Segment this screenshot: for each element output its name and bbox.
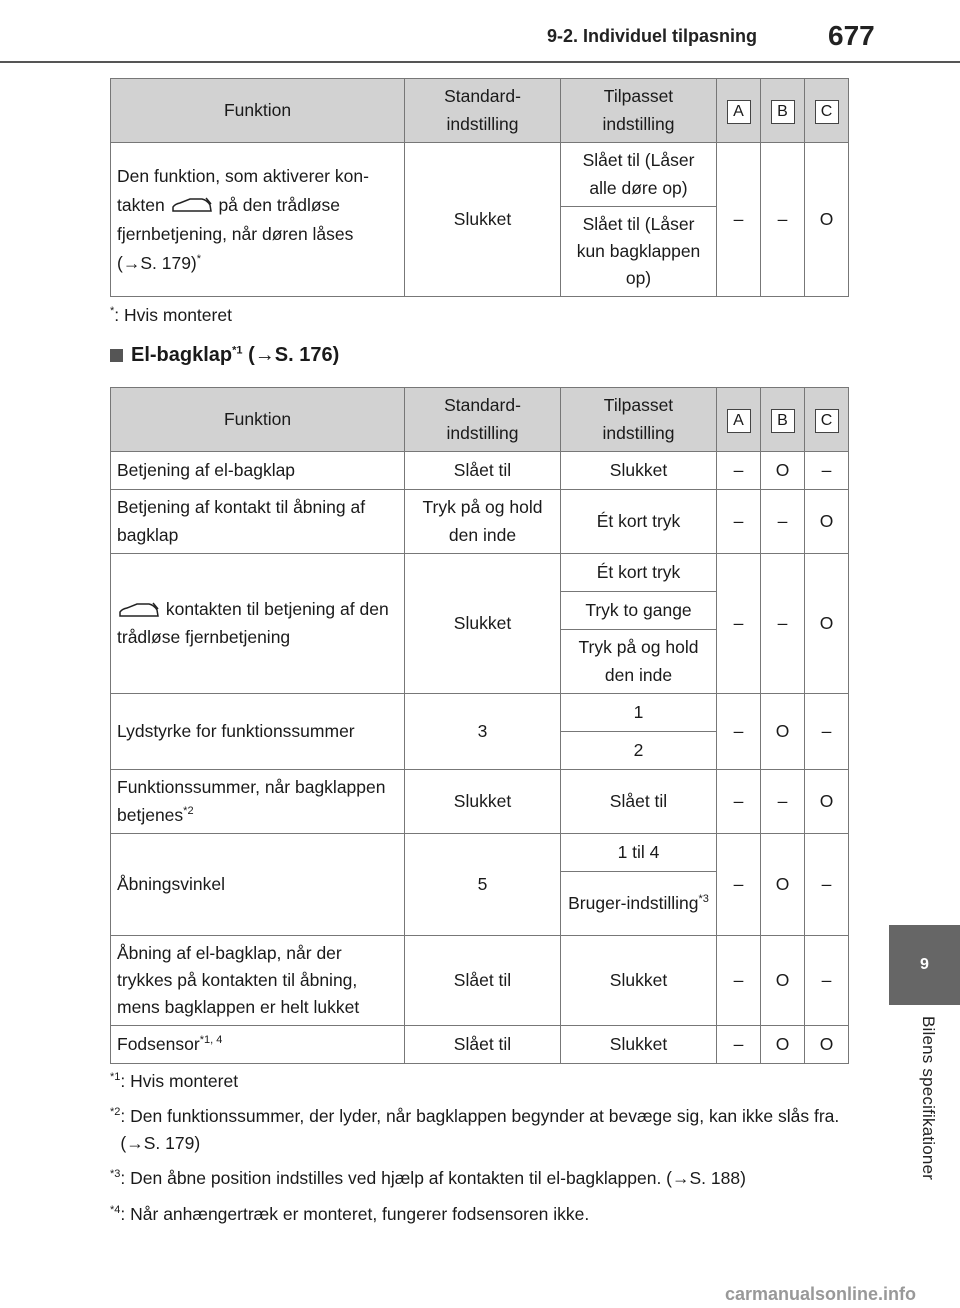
footnote-mark-wrap: [110, 1103, 120, 1157]
standard-cell: Slukket: [405, 143, 561, 297]
option-cell: 1 til 4: [561, 834, 717, 872]
table-row: [111, 694, 849, 732]
car-back-door-icon: [170, 196, 214, 216]
header-divider: [0, 61, 960, 63]
b-cell: –: [761, 490, 805, 554]
b-cell: O: [761, 694, 805, 770]
funktion-sup: *2: [183, 804, 194, 817]
a-cell: –: [717, 554, 761, 694]
header-b: [761, 388, 805, 452]
table-row: [111, 143, 849, 207]
header-c: [805, 388, 849, 452]
footnote-item: [110, 1068, 850, 1095]
footnote-mark: *1: [110, 1071, 121, 1084]
footnote-mark: *3: [110, 1168, 121, 1181]
funktion-sup: *: [196, 252, 202, 265]
c-cell: O: [805, 770, 849, 834]
section-title: El-bagklap: [131, 344, 233, 366]
section-title-wrap: [131, 344, 339, 367]
funktion-cell: Lydstyrke for funktionssummer: [111, 694, 405, 770]
header-a: [717, 388, 761, 452]
table-row: [111, 554, 849, 592]
footnotes: [110, 1068, 850, 1236]
footnote-text: : Den funktionssummer, der lyder, når bagklappen begynder at bevæge sig, kan ikke slås fra. (→S. 179): [120, 1106, 840, 1154]
footnote-text: : Den åbne position indstilles ved hjælp af kontakten til el-bagklappen. (→S. 188): [120, 1168, 746, 1189]
a-cell: –: [717, 770, 761, 834]
tilpasset-cell: Slået til: [561, 770, 717, 834]
chapter-tab[interactable]: 9: [889, 925, 960, 1005]
header-a-box: A: [727, 409, 751, 433]
c-cell: –: [805, 936, 849, 1026]
c-cell: O: [805, 554, 849, 694]
b-cell: O: [761, 452, 805, 490]
option-cell: Ét kort tryk: [561, 554, 717, 592]
footnote-item: [110, 1201, 850, 1228]
option-sup: *3: [698, 893, 709, 906]
standard-cell: Slukket: [405, 554, 561, 694]
header-funktion: Funktion: [111, 388, 405, 452]
table-row: [111, 770, 849, 834]
c-cell: O: [805, 1026, 849, 1064]
section-title-sup: *1: [232, 344, 243, 357]
footnote-mark-wrap: [110, 1201, 120, 1228]
chapter-title: Bilens specifikationer: [919, 1016, 938, 1181]
table-row: [111, 1026, 849, 1064]
table-row: [111, 490, 849, 554]
footnote-mark-wrap: [110, 1165, 120, 1192]
b-cell: O: [761, 1026, 805, 1064]
table-row: [111, 452, 849, 490]
funktion-cell: Betjening af el-bagklap: [111, 452, 405, 490]
header-tilpasset: Tilpasset indstilling: [561, 79, 717, 143]
funktion-ref: (→S. 179): [117, 252, 197, 273]
option-cell: 1: [561, 694, 717, 732]
footnote-text: : Hvis monteret: [114, 305, 232, 325]
square-bullet-icon: [110, 349, 123, 362]
section-heading: [110, 344, 339, 367]
a-cell: –: [717, 936, 761, 1026]
section-ref: (→S. 176): [248, 344, 340, 366]
table-row: [111, 834, 849, 872]
b-cell: –: [761, 143, 805, 297]
tilpasset-cell: Ét kort tryk: [561, 490, 717, 554]
header-b: [761, 79, 805, 143]
funktion-text-part2: på den trådløse fjernbetjening, når døren låses: [117, 194, 354, 244]
option-cell: Tryk på og hold den inde: [561, 630, 717, 694]
c-cell: –: [805, 452, 849, 490]
header-b-box: B: [771, 409, 795, 433]
funktion-cell: [111, 1026, 405, 1064]
settings-table-door: [110, 78, 849, 297]
a-cell: –: [717, 834, 761, 936]
standard-cell: Slået til: [405, 936, 561, 1026]
funktion-cell: [111, 554, 405, 694]
section-header: 9-2. Individuel tilpasning: [547, 26, 758, 46]
funktion-cell: Åbning af el-bagklap, når der trykkes på kontakten til åbning, mens bagklappen er helt lukket: [111, 936, 405, 1026]
header-standard: Standard-indstilling: [405, 388, 561, 452]
standard-cell: Slået til: [405, 452, 561, 490]
header-standard: Standard-indstilling: [405, 79, 561, 143]
funktion-text-part1: Den funktion, som aktiverer kon-takten: [117, 165, 369, 215]
c-cell: O: [805, 143, 849, 297]
a-cell: –: [717, 1026, 761, 1064]
c-cell: –: [805, 694, 849, 770]
c-cell: O: [805, 490, 849, 554]
tilpasset-cell: Slukket: [561, 1026, 717, 1064]
option-cell: 2: [561, 732, 717, 770]
option-cell: Tryk to gange: [561, 592, 717, 630]
table1-footnote: [110, 305, 232, 326]
c-cell: –: [805, 834, 849, 936]
page-number: 677: [828, 20, 875, 51]
settings-table-tailgate: [110, 387, 849, 1064]
funktion-cell: Betjening af kontakt til åbning af bagklap: [111, 490, 405, 554]
option-cell: Slået til (Låser alle døre op): [561, 143, 717, 207]
footnote-mark: *4: [110, 1203, 121, 1216]
standard-cell: Slukket: [405, 770, 561, 834]
header-c-box: C: [815, 409, 839, 433]
b-cell: –: [761, 554, 805, 694]
footnote-mark: *2: [110, 1106, 121, 1119]
funktion-text: Funktionssummer, når bagklappen betjenes: [117, 777, 386, 825]
funktion-text: Fodsensor: [117, 1034, 200, 1055]
car-back-door-icon: [117, 601, 161, 621]
b-cell: –: [761, 770, 805, 834]
footnote-text: : Hvis monteret: [120, 1071, 239, 1091]
header-tilpasset: Tilpasset indstilling: [561, 388, 717, 452]
tilpasset-cell: Slukket: [561, 452, 717, 490]
option-cell: [561, 872, 717, 936]
footnote-item: [110, 1103, 850, 1157]
header-b-box: B: [771, 100, 795, 124]
a-cell: –: [717, 143, 761, 297]
standard-cell: Slået til: [405, 1026, 561, 1064]
funktion-cell: [111, 770, 405, 834]
footnote-mark: *: [110, 305, 115, 318]
tilpasset-cell: Slukket: [561, 936, 717, 1026]
header-a-box: A: [727, 100, 751, 124]
b-cell: O: [761, 834, 805, 936]
option-cell: Slået til (Låser kun bagklappen op): [561, 207, 717, 297]
watermark: carmanualsonline.info: [725, 1284, 917, 1304]
a-cell: –: [717, 490, 761, 554]
funktion-cell: Åbningsvinkel: [111, 834, 405, 936]
a-cell: –: [717, 452, 761, 490]
header-c: [805, 79, 849, 143]
footnote-text: : Når anhængertræk er monteret, fungerer fodsensoren ikke.: [120, 1203, 590, 1224]
option-text: Bruger-indstilling: [568, 892, 699, 913]
standard-cell: Tryk på og hold den inde: [405, 490, 561, 554]
header-c-box: C: [815, 100, 839, 124]
table-header-row: [111, 388, 849, 452]
footnote-item: [110, 1165, 850, 1192]
a-cell: –: [717, 694, 761, 770]
table-row: [111, 936, 849, 1026]
funktion-text: kontakten til betjening af den trådløse fjernbetjening: [117, 599, 389, 647]
standard-cell: 5: [405, 834, 561, 936]
b-cell: O: [761, 936, 805, 1026]
standard-cell: 3: [405, 694, 561, 770]
footnote-mark-wrap: [110, 1068, 120, 1095]
header-funktion: Funktion: [111, 79, 405, 143]
table-header-row: [111, 79, 849, 143]
header-a: [717, 79, 761, 143]
funktion-sup: *1, 4: [199, 1034, 223, 1047]
funktion-cell: [111, 143, 405, 297]
